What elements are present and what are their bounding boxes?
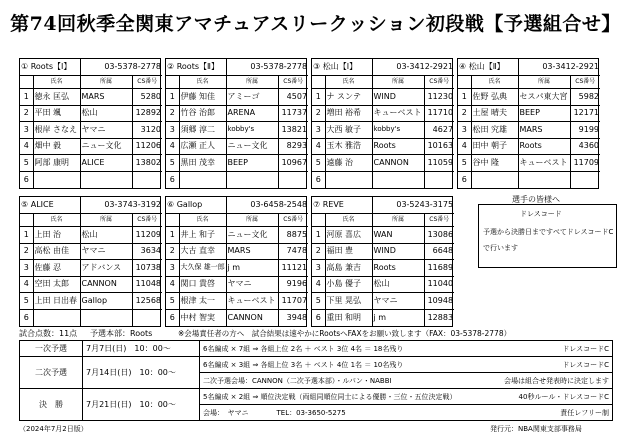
player-club: kobby's — [372, 122, 424, 139]
group-label: ⑥ Gallop — [166, 197, 226, 214]
col-cs: CS番号 — [424, 76, 454, 89]
player-no: 3 — [20, 122, 33, 139]
player-name — [325, 171, 372, 188]
stage-desc: 6名編成 × 7組 ⇒ 各組上位 2名 ＋ ベスト 3位 4名 ＝ 18名残り — [200, 341, 465, 357]
player-no: 4 — [20, 276, 33, 293]
player-no: 5 — [312, 155, 325, 172]
notice-line: で行います — [483, 244, 518, 252]
player-no: 2 — [20, 243, 33, 260]
table-row — [312, 276, 454, 293]
player-no: 1 — [458, 89, 471, 106]
schedule-row — [20, 389, 613, 405]
table-row — [20, 105, 162, 122]
group-table — [165, 58, 307, 189]
player-name: 大久保 雄一郎 — [179, 260, 226, 277]
group-phone: 03-5243-3175 — [372, 197, 454, 214]
player-club: アミーゴ — [226, 89, 278, 106]
player-no: 6 — [20, 171, 33, 188]
group-phone: 03-6458-2548 — [226, 197, 308, 214]
player-club: CANNON — [372, 155, 424, 172]
player-name: 空田 太郎 — [33, 276, 80, 293]
col-affiliation: 所属 — [226, 76, 278, 89]
player-club: BEEP — [226, 155, 278, 172]
player-name: 平田 颯 — [33, 105, 80, 122]
group-label: ⑦ REVE — [312, 197, 372, 214]
notice-line: ドレスコード — [520, 210, 562, 218]
player-club: WIND — [372, 243, 424, 260]
player-cs: 11707 — [278, 293, 308, 310]
player-no: 3 — [166, 260, 179, 277]
player-name: 高松 由佳 — [33, 243, 80, 260]
table-row — [312, 227, 454, 244]
player-no: 2 — [20, 105, 33, 122]
table-row — [312, 138, 454, 155]
schedule-row — [20, 341, 613, 357]
group-table — [19, 58, 161, 189]
group-phone: 03-3412-2921 — [372, 59, 454, 76]
player-no: 1 — [312, 227, 325, 244]
table-row — [20, 293, 162, 310]
player-cs: 11709 — [570, 155, 600, 172]
player-name: 玉木 雅浩 — [325, 138, 372, 155]
player-name: 伊藤 知佳 — [179, 89, 226, 106]
player-name: 田中 朝子 — [471, 138, 518, 155]
player-no: 4 — [312, 276, 325, 293]
col-cs: CS番号 — [278, 76, 308, 89]
player-name: 遠藤 治 — [325, 155, 372, 172]
player-club: j m — [372, 309, 424, 326]
player-cs: 11710 — [424, 105, 454, 122]
player-no: 4 — [20, 138, 33, 155]
player-cs: 10948 — [424, 293, 454, 310]
col-cs: CS番号 — [278, 214, 308, 227]
player-name: 佐藤 忍 — [33, 260, 80, 277]
player-club: Roots — [372, 138, 424, 155]
stage-name: 二次予選 — [20, 357, 83, 389]
table-row — [458, 105, 600, 122]
player-club: BEEP — [518, 105, 570, 122]
player-no: 5 — [166, 293, 179, 310]
player-cs — [132, 171, 162, 188]
player-name: 上田 治 — [33, 227, 80, 244]
player-no: 4 — [166, 276, 179, 293]
player-club: j m — [226, 260, 278, 277]
player-name: 畑中 毅 — [33, 138, 80, 155]
player-cs: 3634 — [132, 243, 162, 260]
col-cs: CS番号 — [132, 214, 162, 227]
player-name: 竹谷 治郎 — [179, 105, 226, 122]
player-name: 黒田 茂幸 — [179, 155, 226, 172]
player-name: 松田 究雄 — [471, 122, 518, 139]
player-cs: 4507 — [278, 89, 308, 106]
player-name — [33, 171, 80, 188]
table-row — [20, 227, 162, 244]
player-name: 福田 豊 — [325, 243, 372, 260]
table-row — [20, 309, 162, 326]
stage-code: ドレスコードC — [465, 357, 613, 373]
player-no: 3 — [20, 260, 33, 277]
player-no: 4 — [458, 138, 471, 155]
player-club: ニュー文化 — [226, 227, 278, 244]
col-affiliation: 所属 — [372, 76, 424, 89]
group-table — [457, 58, 599, 189]
player-cs: 11206 — [132, 138, 162, 155]
table-row — [166, 155, 308, 172]
group-label: ④ 松山【Ⅱ】 — [458, 59, 518, 76]
player-name: 大西 敏子 — [325, 122, 372, 139]
table-row — [166, 227, 308, 244]
player-club — [372, 171, 424, 188]
table-row — [20, 276, 162, 293]
player-cs: 3120 — [132, 122, 162, 139]
stage-desc: 二次予選会場：CANNON（二次予選本部）・ルパン・NABBI — [200, 373, 465, 389]
player-name: 佐野 弘典 — [471, 89, 518, 106]
player-cs: 4627 — [424, 122, 454, 139]
table-row — [458, 89, 600, 106]
player-name: 小島 優子 — [325, 276, 372, 293]
table-row — [20, 243, 162, 260]
col-cs: CS番号 — [570, 76, 600, 89]
table-row — [458, 122, 600, 139]
col-affiliation: 所属 — [518, 76, 570, 89]
table-row — [312, 122, 454, 139]
player-no: 3 — [312, 122, 325, 139]
group-phone: 03-3743-3192 — [80, 197, 162, 214]
table-row — [20, 171, 162, 188]
table-row — [312, 105, 454, 122]
match-points: 試合点数：11点 — [19, 329, 78, 338]
player-cs: 8293 — [278, 138, 308, 155]
notice-line: 予選から決勝日まですべてドレスコードC — [483, 228, 614, 236]
player-cs: 7478 — [278, 243, 308, 260]
stage-date: 7月21日(日) 10：00～ — [83, 389, 200, 421]
player-no: 5 — [20, 293, 33, 310]
player-no: 1 — [20, 89, 33, 106]
table-row — [312, 260, 454, 277]
player-name: 阿部 康明 — [33, 155, 80, 172]
stage-code: 会場は組合せ発表時に決定します — [465, 373, 613, 389]
player-club: 松山 — [372, 276, 424, 293]
player-no: 1 — [312, 89, 325, 106]
stage-code: ドレスコードC — [465, 341, 613, 357]
player-club: ヤマニ — [80, 122, 132, 139]
table-row — [312, 155, 454, 172]
player-club: kobby's — [226, 122, 278, 139]
player-cs — [424, 171, 454, 188]
player-no: 5 — [312, 293, 325, 310]
stage-date: 7月14日(日) 10：00～ — [83, 357, 200, 389]
player-no: 1 — [166, 227, 179, 244]
player-name: 大古 直幸 — [179, 243, 226, 260]
table-row — [20, 260, 162, 277]
player-club: CANNON — [226, 309, 278, 326]
table-row — [458, 171, 600, 188]
player-club — [80, 171, 132, 188]
player-cs: 11230 — [424, 89, 454, 106]
group-label: ② Roots【Ⅱ】 — [166, 59, 226, 76]
schedule-row — [20, 357, 613, 373]
player-name: 谷中 隆 — [471, 155, 518, 172]
player-club — [80, 309, 132, 326]
player-name: 徳永 匡弘 — [33, 89, 80, 106]
player-name: 関口 貴啓 — [179, 276, 226, 293]
schedule-table — [19, 340, 613, 421]
player-no: 6 — [20, 309, 33, 326]
stage-name: 一次予選 — [20, 341, 83, 357]
player-club: ヤマニ — [80, 243, 132, 260]
table-row — [312, 89, 454, 106]
group-phone: 03-5378-2778 — [226, 59, 308, 76]
player-name: 根津 太一 — [179, 293, 226, 310]
player-club: MARS — [226, 243, 278, 260]
player-cs: 11048 — [132, 276, 162, 293]
player-no: 5 — [458, 155, 471, 172]
player-club: 松山 — [80, 105, 132, 122]
table-row — [458, 138, 600, 155]
player-name: 中村 智実 — [179, 309, 226, 326]
player-club: CANNON — [80, 276, 132, 293]
player-no: 3 — [166, 122, 179, 139]
player-name: 高島 兼吉 — [325, 260, 372, 277]
stage-desc: 6名編成 × 3組 ⇒ 各組上位 3名 ＋ ベスト 4位 1名 ＝ 10名残り — [200, 357, 465, 373]
table-row — [312, 171, 454, 188]
player-name: 上田 日出春 — [33, 293, 80, 310]
table-row — [166, 260, 308, 277]
player-club: Roots — [518, 138, 570, 155]
stage-date: 7月7日(日) 10：00～ — [83, 341, 200, 357]
table-row — [312, 243, 454, 260]
player-club: MARS — [80, 89, 132, 106]
page-title: 第74回秋季全関東アマチュアスリークッション初段戦【予選組合せ】 — [10, 13, 621, 35]
player-club: アドバンス — [80, 260, 132, 277]
col-name: 氏名 — [33, 214, 80, 227]
player-name: 根岸 さなえ — [33, 122, 80, 139]
player-cs: 12171 — [570, 105, 600, 122]
table-row — [166, 293, 308, 310]
player-cs: 11737 — [278, 105, 308, 122]
table-row — [20, 138, 162, 155]
notice-box — [478, 204, 617, 268]
table-row — [312, 293, 454, 310]
player-cs: 13086 — [424, 227, 454, 244]
player-cs: 13821 — [278, 122, 308, 139]
table-row — [20, 122, 162, 139]
player-cs: 9196 — [278, 276, 308, 293]
group-table — [165, 196, 307, 327]
player-club: 松山 — [80, 227, 132, 244]
player-cs — [278, 171, 308, 188]
table-row — [166, 138, 308, 155]
player-cs: 9199 — [570, 122, 600, 139]
player-cs: 8875 — [278, 227, 308, 244]
player-cs: 10967 — [278, 155, 308, 172]
player-cs: 11209 — [132, 227, 162, 244]
stage-code: 責任レフリー制 — [465, 405, 613, 421]
player-club: Gallop — [80, 293, 132, 310]
player-cs: 12892 — [132, 105, 162, 122]
player-no: 4 — [312, 138, 325, 155]
venue-note: ※会場責任者の方へ 試合結果は速やかにRootsへFAXをお願い致します（FAX：03-5378-2778） — [178, 329, 512, 338]
player-name: 重田 和明 — [325, 309, 372, 326]
col-name: 氏名 — [179, 214, 226, 227]
group-table — [311, 196, 453, 327]
player-no: 6 — [312, 171, 325, 188]
player-no: 2 — [312, 105, 325, 122]
player-club: キューベスト — [518, 155, 570, 172]
player-no: 2 — [312, 243, 325, 260]
col-name: 氏名 — [471, 76, 518, 89]
group-table — [19, 196, 161, 327]
table-row — [166, 89, 308, 106]
col-name: 氏名 — [325, 214, 372, 227]
player-cs: 3948 — [278, 309, 308, 326]
player-name: 河原 喜広 — [325, 227, 372, 244]
player-cs: 5280 — [132, 89, 162, 106]
table-row — [312, 309, 454, 326]
player-cs: 13802 — [132, 155, 162, 172]
player-cs: 10738 — [132, 260, 162, 277]
issuer: 発行元：NBA関東支部事務局 — [490, 425, 582, 433]
player-cs: 12568 — [132, 293, 162, 310]
player-club: MARS — [518, 122, 570, 139]
group-phone: 03-5378-2778 — [80, 59, 162, 76]
table-row — [166, 105, 308, 122]
player-no: 6 — [312, 309, 325, 326]
headquarters: 予選本部：Roots — [90, 329, 153, 338]
player-no: 1 — [166, 89, 179, 106]
table-row — [166, 243, 308, 260]
player-no: 5 — [166, 155, 179, 172]
player-no: 3 — [458, 122, 471, 139]
player-name: 井上 和子 — [179, 227, 226, 244]
player-no: 4 — [166, 138, 179, 155]
group-phone: 03-3412-2921 — [518, 59, 600, 76]
group-table — [311, 58, 453, 189]
col-affiliation: 所属 — [372, 214, 424, 227]
group-label: ③ 松山【Ⅰ】 — [312, 59, 372, 76]
player-name: ナ スンテ — [325, 89, 372, 106]
player-cs: 11689 — [424, 260, 454, 277]
table-row — [20, 89, 162, 106]
stage-desc: 会場： ヤマニ TEL：03-3650-5275 — [200, 405, 465, 421]
player-cs: 11040 — [424, 276, 454, 293]
player-cs — [570, 171, 600, 188]
player-no: 2 — [166, 243, 179, 260]
player-name: 広瀬 正人 — [179, 138, 226, 155]
group-label: ① Roots【Ⅰ】 — [20, 59, 80, 76]
player-no: 6 — [166, 171, 179, 188]
player-club: ニュー文化 — [80, 138, 132, 155]
player-name — [471, 171, 518, 188]
table-row — [166, 276, 308, 293]
col-name: 氏名 — [325, 76, 372, 89]
player-club: ヤマニ — [372, 293, 424, 310]
player-cs: 4360 — [570, 138, 600, 155]
player-name: 須郷 淳二 — [179, 122, 226, 139]
player-club: WIND — [372, 89, 424, 106]
table-row — [458, 155, 600, 172]
player-club: WAN — [372, 227, 424, 244]
version-date: （2024年7月2日版） — [19, 425, 88, 433]
player-no: 2 — [166, 105, 179, 122]
col-affiliation: 所属 — [80, 214, 132, 227]
table-row — [20, 155, 162, 172]
player-club: キューベスト — [226, 293, 278, 310]
col-cs: CS番号 — [424, 214, 454, 227]
stage-desc: 5名編成 × 2組 ⇒ 順位決定戦（両組同順位同士による優勝・三位・五位決定戦） — [200, 389, 465, 405]
player-cs: 11059 — [424, 155, 454, 172]
player-club — [518, 171, 570, 188]
player-cs: 10163 — [424, 138, 454, 155]
player-cs: 5982 — [570, 89, 600, 106]
stage-code: 40秒ルール・ドレスコードC — [465, 389, 613, 405]
group-label: ⑤ ALICE — [20, 197, 80, 214]
table-row — [166, 309, 308, 326]
table-row — [166, 171, 308, 188]
col-affiliation: 所属 — [226, 214, 278, 227]
player-club: ALICE — [80, 155, 132, 172]
player-no: 3 — [312, 260, 325, 277]
player-club: セスパ東大宮 — [518, 89, 570, 106]
player-no: 2 — [458, 105, 471, 122]
player-name — [33, 309, 80, 326]
player-cs: 6648 — [424, 243, 454, 260]
notice-title: 選手の皆様へ — [512, 195, 560, 204]
player-club: ヤマニ — [226, 276, 278, 293]
player-club: キューベスト — [372, 105, 424, 122]
player-no: 5 — [20, 155, 33, 172]
player-club: ニュー文化 — [226, 138, 278, 155]
col-affiliation: 所属 — [80, 76, 132, 89]
player-name: 土屋 晴夫 — [471, 105, 518, 122]
table-row — [166, 122, 308, 139]
col-name: 氏名 — [33, 76, 80, 89]
col-name: 氏名 — [179, 76, 226, 89]
player-name: 増田 裕希 — [325, 105, 372, 122]
player-cs — [132, 309, 162, 326]
player-name — [179, 171, 226, 188]
player-no: 1 — [20, 227, 33, 244]
stage-name: 決 勝 — [20, 389, 83, 421]
col-cs: CS番号 — [132, 76, 162, 89]
player-cs: 11121 — [278, 260, 308, 277]
player-no: 6 — [166, 309, 179, 326]
player-club: Roots — [372, 260, 424, 277]
player-name: 下里 晃弘 — [325, 293, 372, 310]
player-no: 6 — [458, 171, 471, 188]
player-club — [226, 171, 278, 188]
player-cs: 12883 — [424, 309, 454, 326]
player-club: ARENA — [226, 105, 278, 122]
